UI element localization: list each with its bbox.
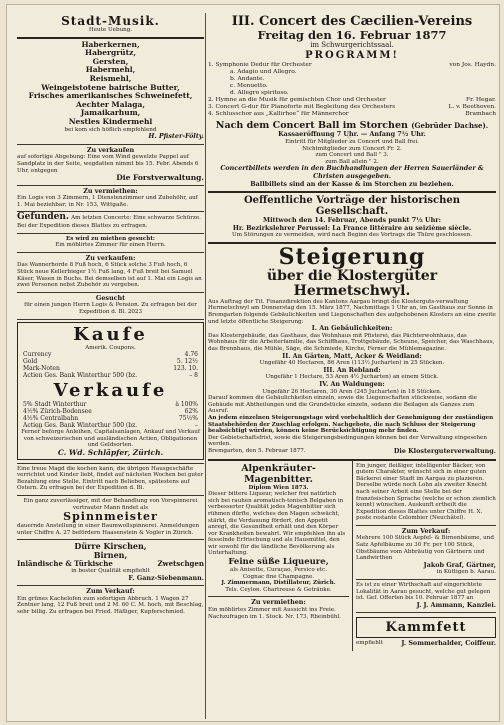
table-row — [21, 365, 200, 372]
grocer-item: Reismehl, — [89, 73, 132, 83]
zimmer-title: Zu vermiethen: — [251, 598, 306, 607]
kachelofen-body: Ein grünes Kachelofen zum sofortigen Abbruch. 1 Wagen 27 Zentner lang, 12 Fuß breit und 2 M. 60 C. M. hoch, mit Beschlag, sehr billig. Zu erfragen bei Fried. Häfliger, Kupferschmied. — [17, 595, 204, 615]
programm-list — [208, 62, 496, 119]
programm-item — [208, 111, 496, 118]
table-row — [21, 415, 200, 422]
item-number: 4. — [208, 111, 214, 118]
programm-item — [208, 83, 496, 90]
steigerung-section: IV. An Waldungen: — [319, 380, 385, 388]
wirthschaft-signer: J. J. Ammann, Kanzlei. — [416, 600, 496, 609]
verkaufe-body: Ferner beforge Anleihen, Capitalsanlagen, Ankauf und Verkauf von schweizerischen und ausländischen Actien, Obligationen und Geldsorten. — [21, 429, 200, 449]
kammfett-footer — [356, 640, 496, 648]
steigerung-section-body: Das Klostergebäude, das Gasthaus, das Wohnhaus mit Pfisterei, das Pächterwohnhaus, das Wohnhaus für die Arbeiterfamilie, das Schiffhaus, Trottgebäude, Scheune, Speicher, das Waschhaus, das Brennhaus, die Mühle, Säge, die Schmiede, Kirche, Ferner die Mühlemagazine. — [208, 332, 495, 353]
cell: 75½% — [178, 415, 198, 423]
alpen-feine-2: Cognac fine Champagne. — [242, 573, 315, 580]
kirschen-row — [17, 560, 204, 568]
item-composer: von Jos. Haydn. — [449, 61, 496, 68]
steigerung-section: III. An Rebland: — [323, 365, 381, 374]
item-composer: L. v. Beethoven. — [448, 104, 496, 111]
logis-body: Ein Logis von 3 Zimmern, 1 Dienstenzimmer und Zubehöhr, auf 1. Mai beziehbar; in Nr. 153, Wittgaße. — [17, 195, 198, 208]
pension-ad — [17, 293, 204, 320]
steigerung-footer — [208, 448, 496, 456]
table-row — [21, 422, 200, 429]
item-text: Schlusschor aus „Kallirhoe“ für Männerchor — [215, 111, 349, 118]
item-number: 1. — [208, 61, 214, 68]
steigerung-section: I. An Gebäulichkeiten: — [311, 324, 393, 333]
table-row — [21, 401, 200, 408]
kasse-line: Kassaeröffnung 7 Uhr. — Anfang 7½ Uhr. — [278, 130, 426, 139]
cell: 123. 10. — [173, 365, 198, 373]
table-row — [21, 408, 200, 415]
spinnmeister-intro: Ein ganz zuverlässiger, mit der Behandlung von Vorspinnerei vertrauter Mann findet als — [23, 497, 198, 511]
kaufe-verkaufe-ad — [17, 320, 204, 464]
vortraege-title: Oeffentliche Vorträge der historischen Gesellschaft. — [243, 195, 461, 218]
kirschen-left: Inländische & Türkische — [17, 559, 113, 569]
steigerung-dateline: Bremgarten, den 5. Februar 1877. — [208, 447, 306, 454]
cell: 4.76 — [184, 351, 198, 359]
vortraege-ad — [208, 193, 496, 244]
programm-heading: PROGRAMM! — [305, 49, 399, 61]
cell: Actien Ges. Bank Winterthur 500 (bz. — [23, 372, 138, 380]
grocer-item: Aechter Malaga, — [76, 99, 145, 109]
table-row — [21, 372, 200, 379]
baecker-body: Ein junger, fleißiger, intelligenter Bäcker, von gutem Charakter, wünscht sich in einer guten Bäckerei einer Stadt im Aargau zu plazieren. Derselbe würde noch Lohn als zweiter Knecht nach seiner Arbeit eine Stelle bei der französischen Sprache (welche er schon ziemlich kennt) wünschen. Auskunft ertheilt die Expedition dieses Blattes unter Chiffre H. X. poste restante Colombier (Neuchâtel). — [356, 462, 496, 522]
masthead-title: Stadt-Musik. — [61, 14, 160, 28]
cell: Mark-Noten — [23, 365, 60, 373]
kirschen-quality: in bester Qualität empfiehlt — [71, 567, 150, 574]
cell: – 8 — [189, 372, 198, 380]
steigerung-section: II. An Gärten, Matt, Acker & Weidland: — [282, 351, 422, 360]
billete-line: Concertbillets werden in den Buchhandlungen der Herren Sauerländer & Christen ausgegeben. — [220, 164, 484, 180]
cell: Gold — [23, 358, 38, 366]
pension-title: Gesucht — [95, 293, 126, 302]
grocer-item: Haberkernen, — [81, 39, 140, 49]
gesucht-title: Es wird zu miethen gesucht: — [66, 235, 155, 242]
cell: – — [195, 422, 198, 430]
steigerung-closing: Darauf kommen die Gebäulichkeiten einzeln, sowie die Liegenschaften stückweise, sodann die Gebäude mit Abtheilungen und die Grundstücke einzeln, sodann die Beilagen als Ganzes zum Ausruf. — [208, 395, 478, 415]
item-text: Hymne an die Musik für gemischten Chor und Orchester — [215, 97, 386, 104]
table-row — [21, 351, 200, 358]
cell: à 100% — [175, 401, 198, 409]
magd-ad — [17, 464, 204, 496]
table-row — [21, 358, 200, 365]
vortraege-line: Hr. Bezirkslehrer Perussel: La France littéraire au seizième siècle. — [232, 223, 472, 232]
wirthschaft-body: Es ist zu einer Wirthschaft auf eingerichtete Lokalität in Aarau gesucht, welche gut gelegen ist. Gef. Offerten bis 10. Februar 1877 an — [356, 582, 491, 602]
steigerung-signer: Die Klosterguterverwaltung. — [393, 446, 496, 455]
item-text: Symphonie Dedur für Orchester — [215, 61, 312, 68]
verkaufe-table — [21, 401, 200, 429]
steigerung-section-body: Ungefähr 26 Hectaren, 30 Aren (245 Jucharten) in 18 Stücken. — [262, 388, 442, 395]
zimmer-ad — [208, 597, 349, 623]
spinnmeister-title: Spinnmeister — [63, 510, 158, 524]
kaufe-box — [17, 322, 204, 460]
programm-item — [208, 90, 496, 97]
baeume-place: in Küttigen b. Aarau. — [436, 569, 496, 576]
kammfett-signer: J. Sommerhalder, Coiffeur. — [401, 639, 496, 648]
kaufe-table — [21, 351, 200, 379]
concert-title: III. Concert des Cæcilien-Vereins — [231, 14, 473, 29]
item-text: Concert G-dur für Pianoforte mit Begleitung des Orchesters — [215, 104, 396, 111]
kaufe-title: Kaufe — [73, 323, 148, 345]
alpen-signer: J. Zimmermann, Distillateur, Zürich. — [221, 580, 336, 587]
alpen-sub: Diplom Wien 1873. — [248, 484, 309, 491]
spinnmeister-body: dauernde Anstellung in einer Baumwollspinnerei. Anmeldungen unter Chiffre A. 27 befördern Haasenstein & Vogler in Zürich. — [17, 523, 200, 536]
cell: 5% Stadt Winterthur — [23, 401, 87, 409]
grocer-ad — [17, 39, 204, 145]
item-text: b. Andante. — [230, 75, 265, 82]
cell: 4½% Centralbahn — [23, 415, 79, 423]
forst-ad — [17, 145, 204, 186]
item-text: c. Menuetto. — [230, 82, 268, 89]
gefunden-ad — [17, 212, 204, 233]
logis-title: Zu vermiethen: — [83, 186, 138, 195]
item-number: 3. — [208, 104, 214, 111]
grocer-item: Nestles Kindermehl — [68, 116, 153, 126]
programm-item — [208, 69, 496, 76]
cell: Currency — [23, 351, 52, 359]
kachelofen-ad — [17, 586, 204, 618]
baeume-signer: Jakob Graf, Gärtner, — [423, 560, 496, 569]
steigerung-ad — [208, 244, 496, 461]
steigerung-title: Steigerung — [278, 243, 426, 270]
gesucht-body: Ein möblirtes Zimmer für einen Herrn. — [55, 242, 166, 249]
cell: 5. 12½ — [176, 358, 198, 366]
alpen-signer-2: Tels. Ceylon. Chartreuse & Getränke. — [225, 586, 332, 593]
forst-body: auf sofortige Abgebung: Eine vom Wind gewelzte Pappel auf Sandplatz in der Seite, wegdatten nimmt bis 15. Febr. Abends 6 Uhr, entgegen — [17, 154, 199, 174]
after-concert-paren: (Gebrüder Dachse). — [411, 121, 489, 131]
kirschen-signer: F. Ganz-Siebenmann. — [128, 573, 204, 582]
steigerung-body: Aus Auftrag der Tit. Finanzdirektion des Kantons Aargau bringt die Klosterguts-verwaltung Hermetschwyl am Donnerstag den 15. März 1877, Nachmittags 1 Uhr an, im Gasthaus zur Sonne in Bremgarten folgende Gebäulichkeiten und Liegenschaften des aufgehobenen Klosters an eine zweite und letzte öffentliche Steigerung: — [208, 298, 496, 325]
concert-date: Freitag den 16. Februar 1877 — [257, 28, 447, 42]
logis-ad — [17, 186, 204, 213]
concert-venue: im Schwurgerichtssaal. — [310, 41, 394, 49]
forst-signer: Die Forstverwaltung. — [116, 173, 204, 183]
alpen-title: Alpenkräuter-Magenbitter. — [241, 462, 316, 485]
column-divider — [205, 13, 206, 719]
eintritt-line: zum Ball allein " 2. — [325, 158, 379, 165]
gesucht-ad-1 — [17, 234, 204, 253]
grocer-items — [17, 41, 204, 127]
alpen-ad — [208, 461, 349, 598]
cell: 62% — [184, 408, 198, 416]
kammfett-title: Kammfett — [356, 617, 496, 638]
steigerung-closing: An jedem einzelnen Steigerungstage wird vorbehaltlich der Genehmigung der zuständigen Staatsbehörden der Zuschlag erfolgen. Nachgebote, die nach Schluss der Steigerung beabsichtigt würden, können keine Berücksichtigung mehr finden. — [208, 414, 494, 435]
grocer-item: Gersten, — [92, 56, 129, 66]
item-text: a. Adagio und Allegro. — [230, 68, 297, 75]
grocer-signer: H. Pfister-Fölty. — [148, 132, 204, 141]
eintritt-line: zum Concert und Ball " 3. — [315, 152, 389, 159]
kirschen-right: Zwetschgen — [157, 559, 204, 569]
grocer-item: Jamaikarhum, — [80, 108, 141, 118]
baecker-ad — [356, 461, 496, 526]
left-column — [17, 13, 204, 719]
verkaufe-signer: C. Wd. Schläpfer, Zürich. — [57, 447, 164, 457]
kirschen-line: Birnen, — [93, 550, 128, 561]
programm-item — [208, 76, 496, 83]
steigerung-closing: Der Gebietschaftsfrist, sowie die Steigerungsbedingungen können bei der Verwaltung eingesehen werden. — [208, 434, 487, 448]
kammfett-by: empfiehlt — [356, 640, 383, 647]
programm-item — [208, 62, 496, 69]
vortraege-line: Um Störungen zu vermeiden, wird nach Beginn des Vortrags die Thüre geschlossen. — [232, 232, 472, 239]
zimmer-body: Ein möblirtes Zimmer mit Aussicht ins Freie. Nachzufragen im 1. Stock. Nr. 173, Rheinbühl. — [208, 607, 341, 620]
programm-item — [208, 97, 496, 104]
kachelofen-title: Zum Verkauf: — [86, 587, 135, 596]
baeume-ad — [356, 526, 496, 580]
verkaufe-title: Verkaufe — [53, 380, 168, 402]
cell: Actien Ges. Bank Winterthur 500 (bz. — [23, 422, 138, 430]
kirschen-ad — [17, 540, 204, 586]
eintritt-line: Eintritt für Mitglieder zu Concert und Ball frei. — [285, 138, 419, 145]
wannerhorde-title: Zu verkaufen: — [85, 253, 136, 262]
bottom-left — [208, 461, 353, 651]
grocer-item: Habermehl, — [85, 65, 136, 75]
baeume-title: Zum Verkauf: — [401, 526, 451, 535]
spinnmeister-ad — [17, 496, 204, 540]
kammfett-ad — [356, 613, 496, 651]
item-text: d. Allegro spiritoso. — [230, 89, 289, 96]
baeume-body: Mehrere 100 Stück Aepfel- & Birnenbäume, und Satz Apfelbäume zu 30 Fr. per 100 Stück, Obstbäume vom Abbräutig von Gärtnern und Landwirthen — [356, 535, 494, 562]
item-composer: Brambach — [465, 111, 496, 118]
wannerhorde-ad — [17, 253, 204, 293]
concert-ad — [208, 13, 496, 193]
grocer-item: Habergrütz, — [85, 48, 136, 58]
vortraege-line: Mittwoch den 14. Februar, Abends punkt 7½ Uhr: — [263, 216, 441, 225]
alpen-feine: Feine süße Liqueure, — [228, 557, 329, 568]
newspaper-page — [6, 4, 500, 722]
kirschen-line: Dürre Kirschen, — [74, 541, 147, 552]
item-composer: Fr. Hegar. — [466, 97, 496, 104]
cell: 4½% Zürich-Bodensee — [23, 408, 92, 416]
masthead-sub: Heute Uebung. — [88, 27, 133, 33]
bottom-split — [208, 461, 496, 651]
stadt-musik-ad — [17, 13, 204, 39]
steigerung-section-body: Ungefähr 1 Hectare, 53 Aren 4½ Jucharten) an einem Stück. — [265, 374, 439, 381]
billete-line-2: Ballbillets sind an der Kasse & im Storchen zu beziehen. — [250, 179, 454, 188]
steigerung-section-body: Ungefähr 40 Hectaren, 86 Aren (113½ Jucharten) in 25 Stücken. — [259, 360, 445, 367]
right-column — [208, 13, 496, 719]
alpen-feine-sub: als Anisette, Curaçao, Persico etc. — [230, 567, 327, 574]
pension-body: für einen jungen Herrn Logis & Pension. Zu erfragen bei der Expedition d. Bl. 2023 — [24, 302, 197, 315]
after-concert-text: Nach dem Concert Ball im Storchen — [215, 120, 408, 132]
grocer-item: Frisches amerikanisches Schweinefett, — [28, 91, 193, 101]
bottom-right — [353, 461, 496, 651]
item-number: 2. — [208, 97, 214, 104]
gefunden-body: Am letzten Concerte: Eine schwarze Schürze. Bei der Expedition dieses Blattes zu erfragen. — [17, 215, 201, 230]
grocer-item: Weingeistotene bairische Butter, — [41, 82, 180, 92]
steigerung-subtitle: über die Klostergüter Hermetschwyl. — [266, 267, 438, 299]
alpen-body: Dieser bittere Liqueur, welcher frei natürlich sich bei rauhen aromatisch-tonisch Belgaben in verbesserter Qualität jedes Magenbitter sich rühmen dürfte, welches den Magen schwächt, stärkt, die Verdauung fördert, den Appetit anregt, die Gesundheit erhält und den Körper vor Krankheiten bewahrt. Wir empfehlen ihn als fesselnde Erfrischung und als Hausmittel, den wir sowohl für die ländliche Bevölkerung als Unterhaltung. — [208, 491, 346, 557]
magd-body: Eine treue Magd die kochen kann, die übrigen Hausgeschäfte verrichtet und Kinder liebt, findet auf nächsten Wochen bei guter Bezahlung eine Stelle. Eintritt nach Belieben, spätestens auf Ostern. Zu erfragen bei der Expedition d. Bl. — [17, 465, 204, 492]
wirthschaft-ad — [356, 580, 496, 613]
forst-title: Zu verkaufen — [86, 145, 135, 154]
eintritt-line: Nichtmitglieder zum Concert Fr. 2. — [302, 145, 402, 152]
grocer-note: bei kom sich höflich empfehlend — [64, 126, 157, 133]
gefunden-title: Gefunden. — [17, 212, 70, 223]
wannerhorde-body: Das Wannerhorde 8 Fuß hoch, 6 Stück solche 3 Fuß hoch, 6 Stück neue Kellerbieger 1½ Fuß lang, 4 Fuß breit bei Samuel Käser, Wasen in Buchs. Bei demselben ist auf 1. Mai ein Logis an zwei Personen nebst Zubehör zu vergeben. — [17, 262, 202, 289]
kaufe-sub: Amerik. Coupons. — [85, 344, 136, 351]
